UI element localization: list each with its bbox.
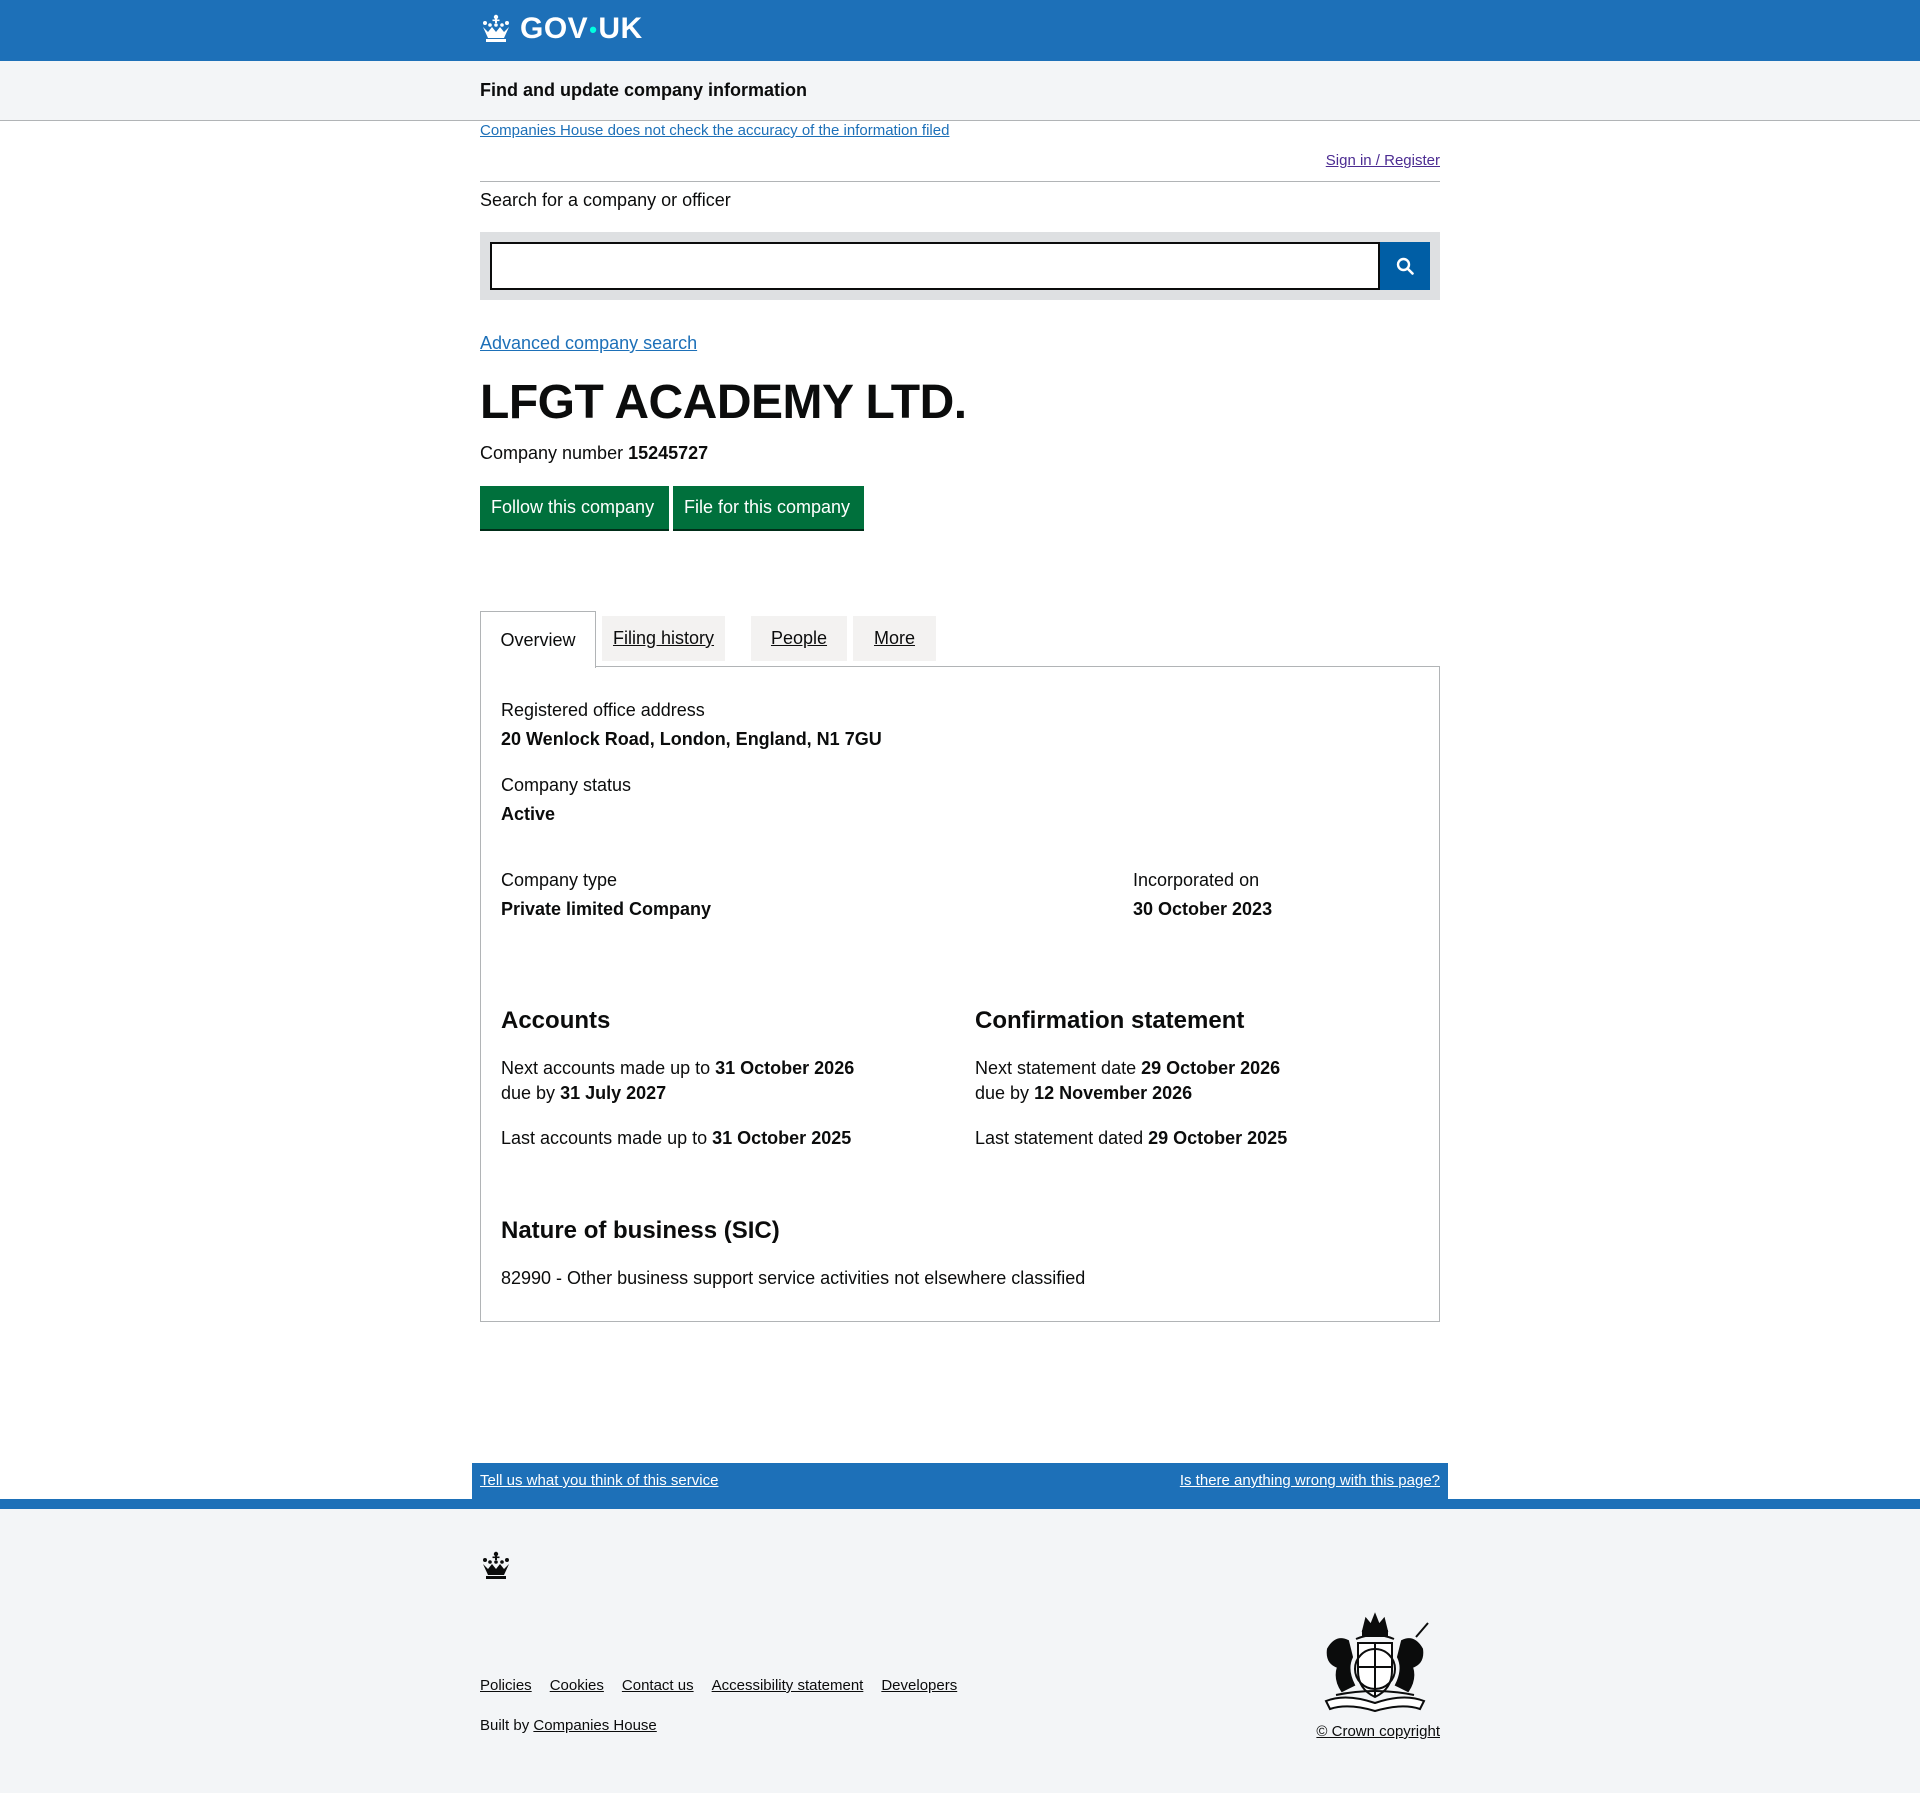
royal-coat-of-arms bbox=[1316, 1609, 1434, 1713]
incorporated-label: Incorporated on bbox=[1133, 870, 1260, 890]
incorporated-value: 30 October 2023 bbox=[1133, 899, 1273, 919]
feedback-bar bbox=[472, 1463, 1448, 1499]
companies-house-link[interactable]: Companies House bbox=[533, 1717, 657, 1734]
type-value: Private limited Company bbox=[501, 899, 712, 919]
sic-item: 82990 - Other business support service activities not elsewhere classified bbox=[501, 1268, 1086, 1288]
accounts-due-date: 31 July 2027 bbox=[560, 1083, 667, 1103]
confirmation-next-prefix: Next statement date bbox=[975, 1058, 1137, 1078]
accounts-next bbox=[501, 1056, 854, 1106]
confirmation-last-date: 29 October 2025 bbox=[1148, 1128, 1288, 1148]
type-label: Company type bbox=[501, 870, 618, 890]
confirmation-last-prefix: Last statement dated bbox=[975, 1128, 1144, 1148]
built-by bbox=[480, 1717, 657, 1734]
tab-more[interactable]: More bbox=[853, 616, 936, 661]
footer-link-developers[interactable]: Developers bbox=[881, 1677, 958, 1694]
crown-copyright-link[interactable]: © Crown copyright bbox=[1316, 1723, 1440, 1740]
search-button[interactable] bbox=[1380, 242, 1430, 290]
search-icon bbox=[1396, 257, 1414, 275]
wordmark-gov: GOV bbox=[520, 12, 589, 45]
wordmark-uk: UK bbox=[598, 12, 643, 45]
confirmation-due-prefix: due by bbox=[975, 1083, 1030, 1103]
service-bar bbox=[0, 61, 1920, 121]
status-label: Company status bbox=[501, 775, 632, 795]
footer-stripe bbox=[0, 1499, 1920, 1509]
advanced-search-link[interactable]: Advanced company search bbox=[480, 333, 698, 353]
govuk-wordmark bbox=[520, 12, 643, 46]
tab-overview[interactable]: Overview bbox=[480, 611, 596, 668]
accounts-heading: Accounts bbox=[501, 1007, 611, 1034]
footer-link-cookies[interactable]: Cookies bbox=[549, 1677, 604, 1694]
accuracy-disclaimer-link[interactable]: Companies House does not check the accuracy of the information filed bbox=[480, 122, 950, 139]
follow-company-button[interactable]: Follow this company bbox=[480, 486, 669, 529]
accounts-last-date: 31 October 2025 bbox=[712, 1128, 852, 1148]
company-number-label: Company number bbox=[480, 443, 624, 463]
wordmark-dot: • bbox=[589, 17, 598, 43]
confirmation-next-date: 29 October 2026 bbox=[1141, 1058, 1281, 1078]
file-for-company-button[interactable]: File for this company bbox=[673, 486, 864, 529]
footer-link-accessibility[interactable]: Accessibility statement bbox=[711, 1677, 864, 1694]
search-input[interactable] bbox=[490, 242, 1380, 290]
company-number bbox=[480, 443, 708, 464]
tab-filing-history[interactable]: Filing history bbox=[602, 616, 725, 661]
confirmation-heading: Confirmation statement bbox=[975, 1007, 1245, 1034]
crown-icon bbox=[480, 14, 512, 44]
accounts-next-date: 31 October 2026 bbox=[715, 1058, 855, 1078]
sic-heading: Nature of business (SIC) bbox=[501, 1217, 780, 1244]
accounts-next-prefix: Next accounts made up to bbox=[501, 1058, 711, 1078]
confirmation-next bbox=[975, 1056, 1280, 1106]
confirmation-last bbox=[975, 1126, 1287, 1151]
feedback-service-link[interactable]: Tell us what you think of this service bbox=[480, 1472, 719, 1489]
service-name-link[interactable]: Find and update company information bbox=[480, 80, 808, 100]
overview-panel bbox=[480, 666, 1440, 1322]
tab-people[interactable]: People bbox=[751, 616, 847, 661]
footer-link-contact[interactable]: Contact us bbox=[621, 1677, 694, 1694]
divider bbox=[480, 181, 1440, 182]
built-by-prefix: Built by bbox=[480, 1717, 530, 1734]
status-value: Active bbox=[501, 804, 556, 824]
footer-links bbox=[480, 1677, 957, 1694]
crown-icon bbox=[480, 1551, 512, 1581]
address-value: 20 Wenlock Road, London, England, N1 7GU bbox=[501, 729, 882, 749]
search-label: Search for a company or officer bbox=[480, 190, 731, 210]
govuk-header bbox=[0, 0, 1920, 61]
accounts-due-prefix: due by bbox=[501, 1083, 556, 1103]
sign-in-register-link[interactable]: Sign in / Register bbox=[1325, 152, 1440, 169]
footer bbox=[0, 1509, 1920, 1793]
report-problem-link[interactable]: Is there anything wrong with this page? bbox=[1179, 1472, 1440, 1489]
footer-link-policies[interactable]: Policies bbox=[480, 1677, 532, 1694]
govuk-logo-link[interactable] bbox=[480, 12, 643, 46]
company-number-value: 15245727 bbox=[628, 443, 709, 463]
address-label: Registered office address bbox=[501, 700, 705, 720]
accounts-last bbox=[501, 1126, 851, 1151]
company-name: LFGT ACADEMY LTD. bbox=[480, 376, 967, 429]
search-form bbox=[480, 232, 1440, 300]
confirmation-due-date: 12 November 2026 bbox=[1034, 1083, 1193, 1103]
accounts-last-prefix: Last accounts made up to bbox=[501, 1128, 708, 1148]
